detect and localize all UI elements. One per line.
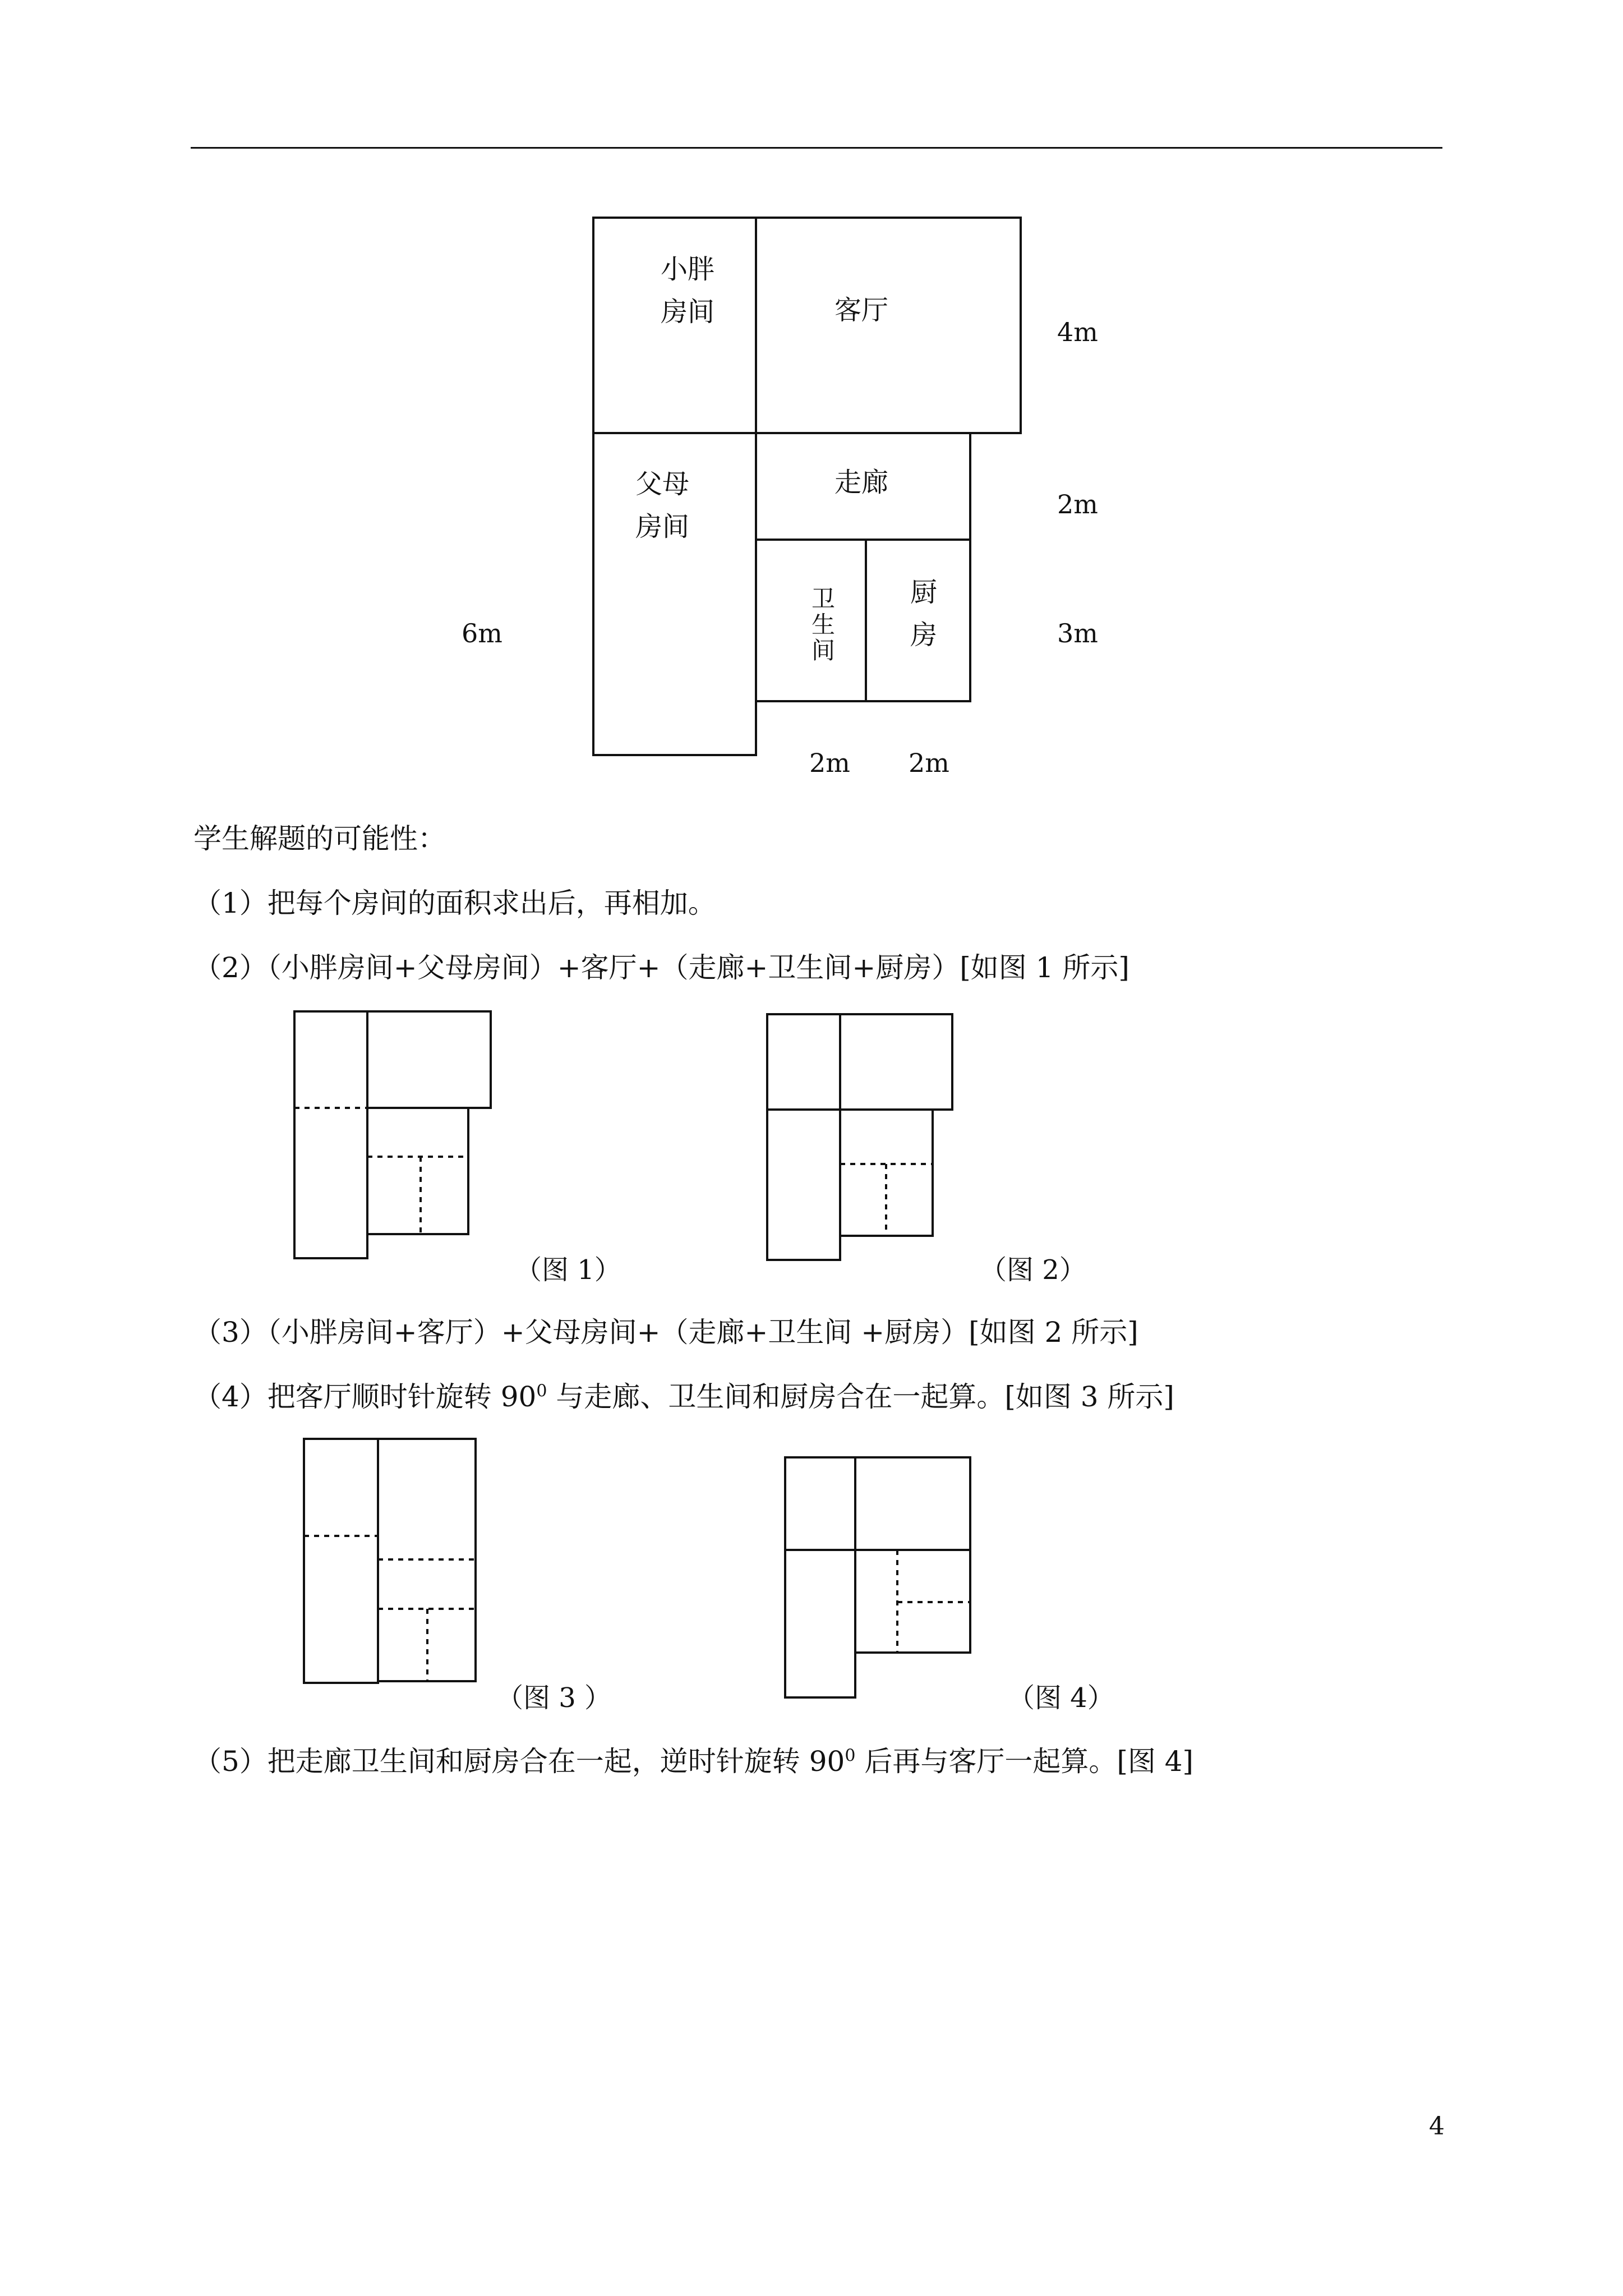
figure-3-caption: （图 3 ） bbox=[496, 1682, 612, 1714]
item-4-degree-sup: 0 bbox=[536, 1381, 547, 1401]
dimension-bottom-right: 2m bbox=[909, 748, 949, 778]
hallway-label: 走廊 bbox=[834, 467, 889, 498]
parents-room-label-line2: 房间 bbox=[635, 511, 690, 542]
figure-2-caption: （图 2） bbox=[980, 1254, 1086, 1286]
page-number: 4 bbox=[1429, 2112, 1445, 2141]
bathroom-outline bbox=[756, 540, 866, 701]
bathroom-label-char1: 卫 bbox=[811, 585, 836, 613]
header-rule bbox=[191, 147, 1442, 149]
dimension-right-top: 4m bbox=[1057, 317, 1098, 347]
item-3-text: （3）（小胖房间+客厅）+父母房间+（走廊+卫生间 +厨房）[如图 2 所示] bbox=[193, 1316, 1138, 1349]
item-5-text bbox=[193, 1739, 1193, 1779]
figure-3 bbox=[304, 1439, 476, 1683]
kitchen-label-char2: 房 bbox=[910, 619, 938, 651]
figure-1 bbox=[294, 1011, 491, 1258]
intro-text: 学生解题的可能性： bbox=[193, 822, 446, 855]
item-1-text: （1）把每个房间的面积求出后，再相加。 bbox=[193, 887, 716, 919]
dimension-right-mid: 2m bbox=[1057, 489, 1098, 519]
dimension-right-bottom: 3m bbox=[1057, 618, 1098, 648]
figure-4-caption: （图 4） bbox=[1008, 1682, 1114, 1714]
xiaopang-room-label-line2: 房间 bbox=[661, 296, 715, 328]
kitchen-label bbox=[910, 571, 937, 656]
figure-4 bbox=[785, 1457, 970, 1697]
item-5-degree-sup: 0 bbox=[845, 1746, 856, 1766]
figure-2 bbox=[767, 1014, 952, 1260]
xiaopang-room-label bbox=[661, 248, 714, 333]
figure-1-caption: （图 1） bbox=[515, 1254, 621, 1286]
item-4-text-part1: （4）把客厅顺时针旋转 90 bbox=[193, 1381, 537, 1413]
item-4-text bbox=[193, 1374, 1174, 1415]
bathroom-label bbox=[811, 586, 835, 664]
dimension-bottom-left: 2m bbox=[809, 748, 850, 778]
xiaopang-room-label-line1: 小胖 bbox=[661, 254, 715, 285]
kitchen-label-char1: 厨 bbox=[910, 577, 938, 608]
item-4-text-part2: 与走廊、卫生间和厨房合在一起算。[如图 3 所示] bbox=[547, 1381, 1174, 1413]
bathroom-label-char3: 间 bbox=[811, 637, 836, 664]
parents-room-label bbox=[635, 463, 689, 548]
item-2-text: （2）（小胖房间+父母房间）+客厅+（走廊+卫生间+厨房）[如图 1 所示] bbox=[193, 951, 1129, 984]
item-5-text-part1: （5）把走廊卫生间和厨房合在一起，逆时针旋转 90 bbox=[193, 1745, 845, 1778]
dimension-left: 6m bbox=[462, 618, 502, 648]
living-room-label: 客厅 bbox=[834, 295, 889, 326]
bathroom-label-char2: 生 bbox=[811, 611, 836, 638]
item-5-text-part2: 后再与客厅一起算。[图 4] bbox=[855, 1745, 1194, 1778]
parents-room-label-line1: 父母 bbox=[635, 468, 690, 500]
